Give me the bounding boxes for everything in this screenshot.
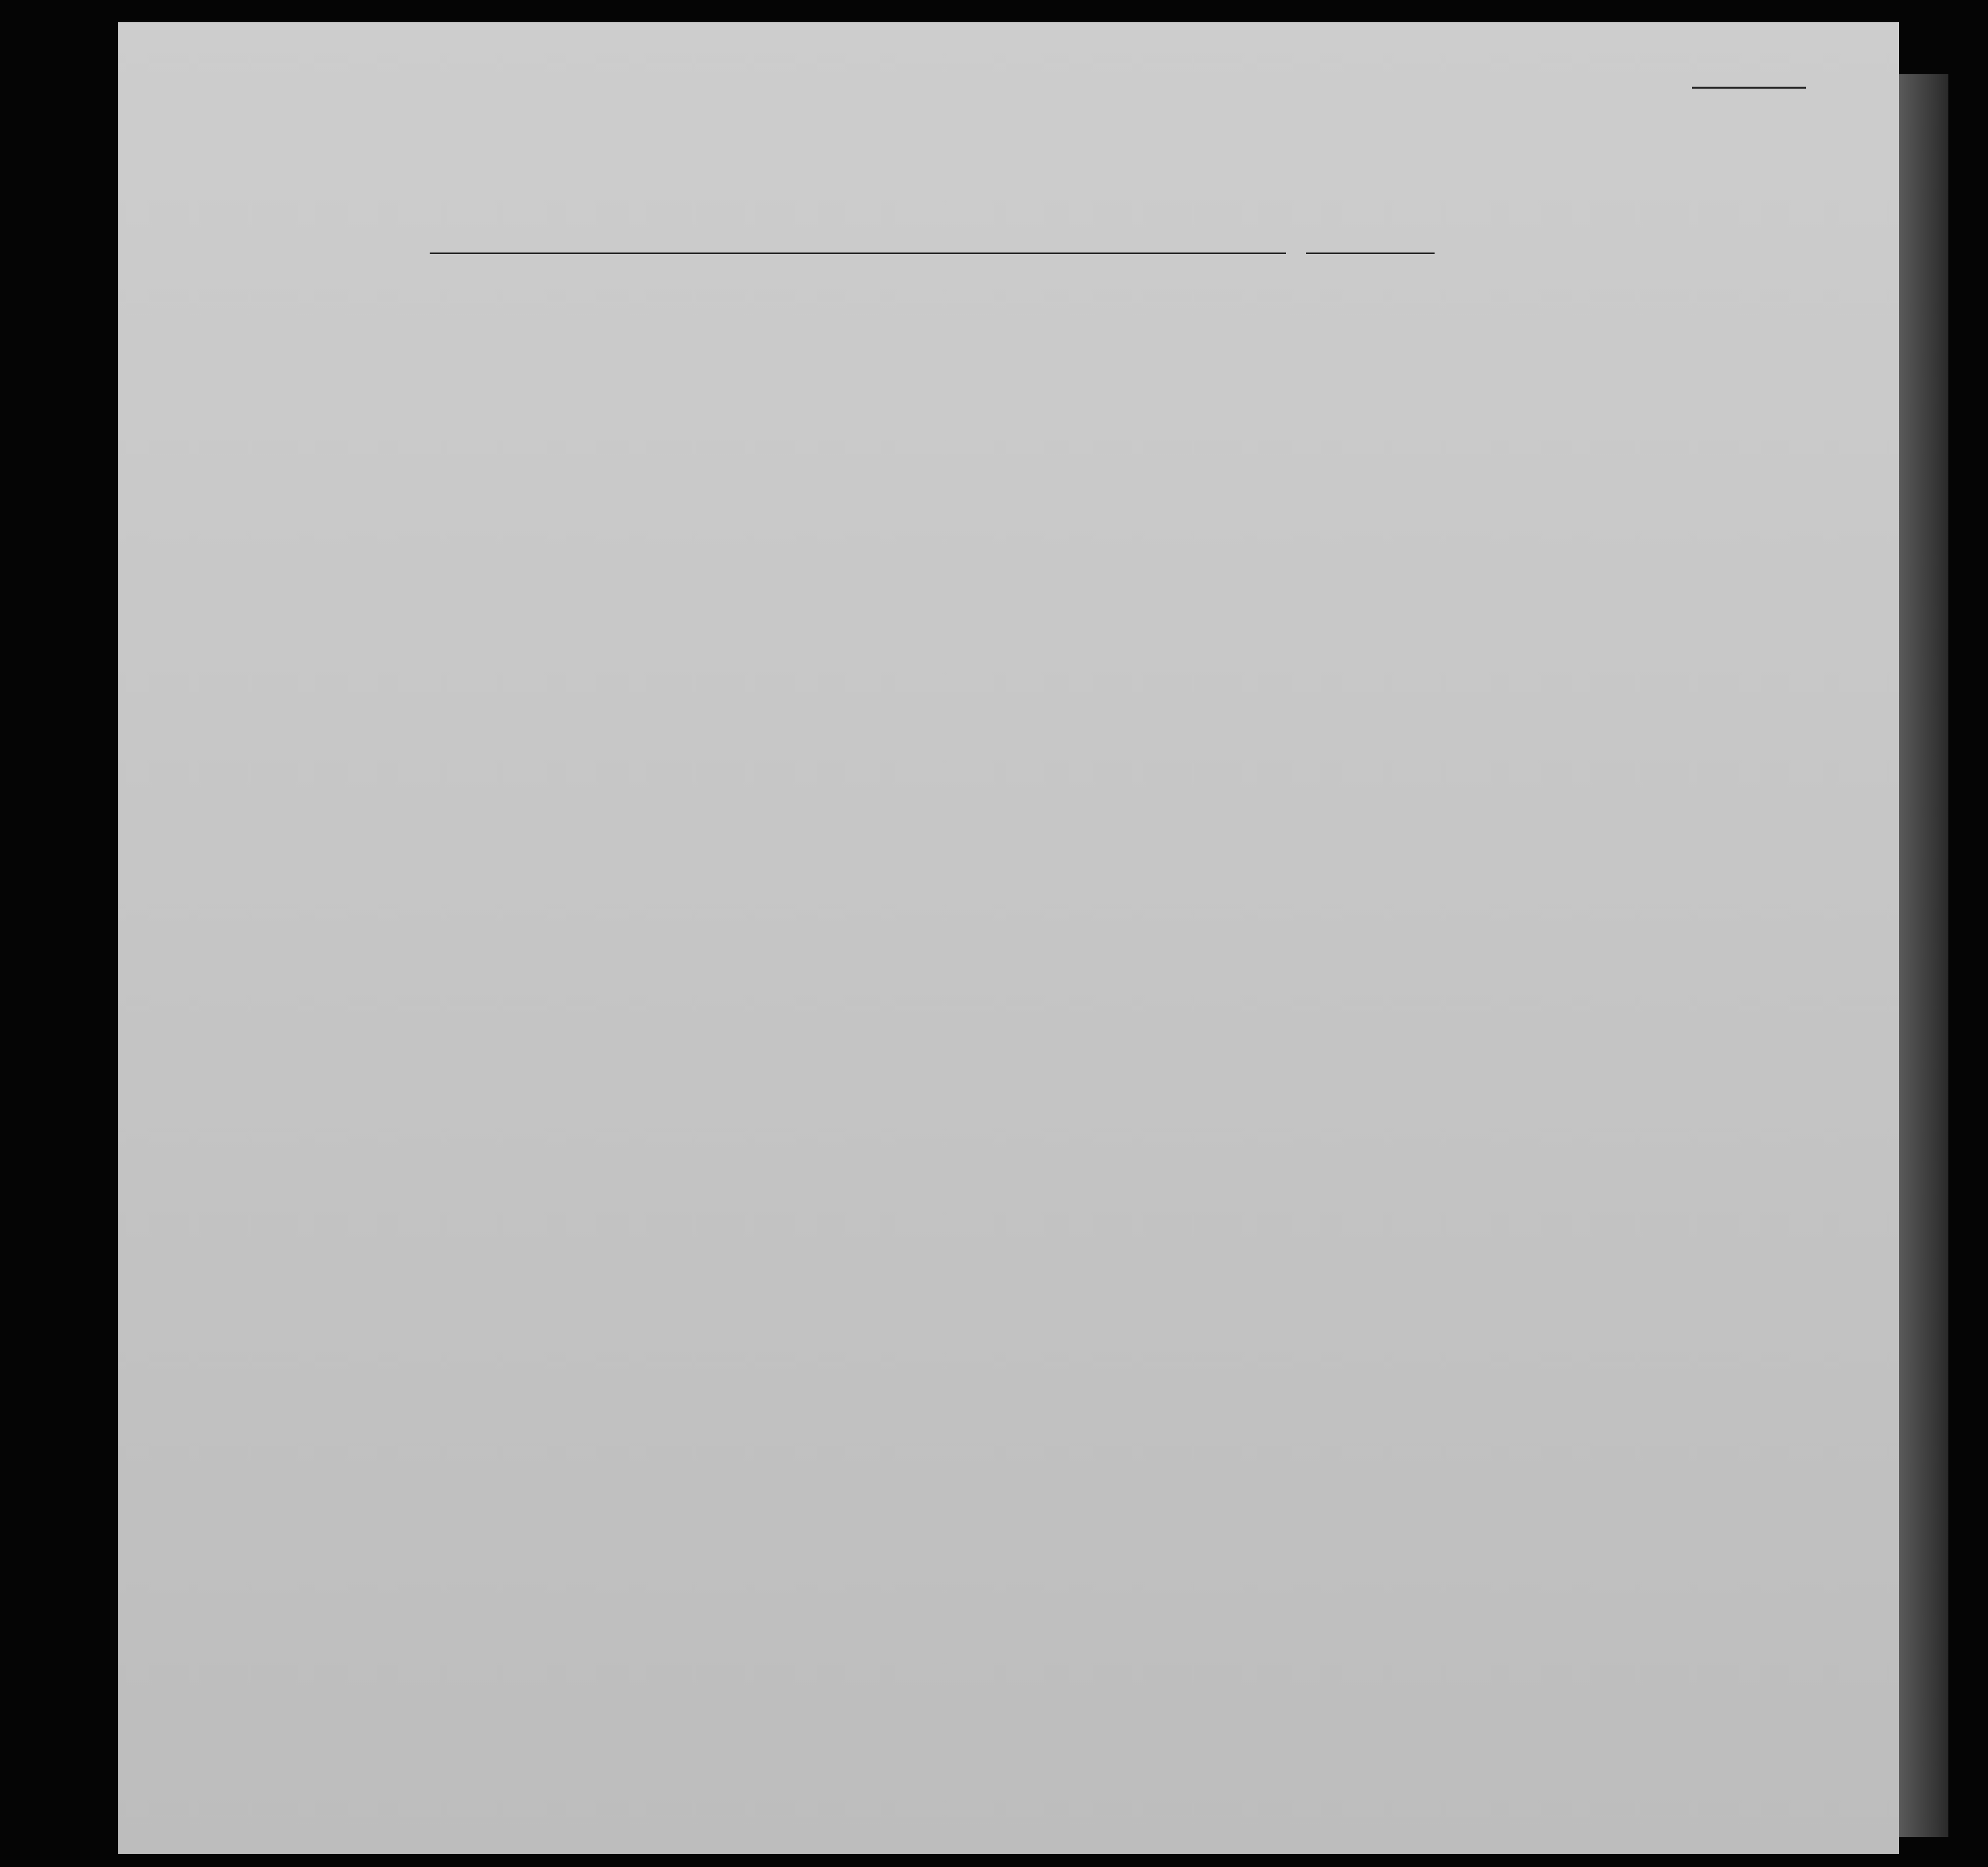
immigration-manifest-sheet — [118, 22, 1899, 1854]
manifest-grid — [118, 22, 1899, 1854]
scan-border-strip — [1899, 74, 1948, 1837]
